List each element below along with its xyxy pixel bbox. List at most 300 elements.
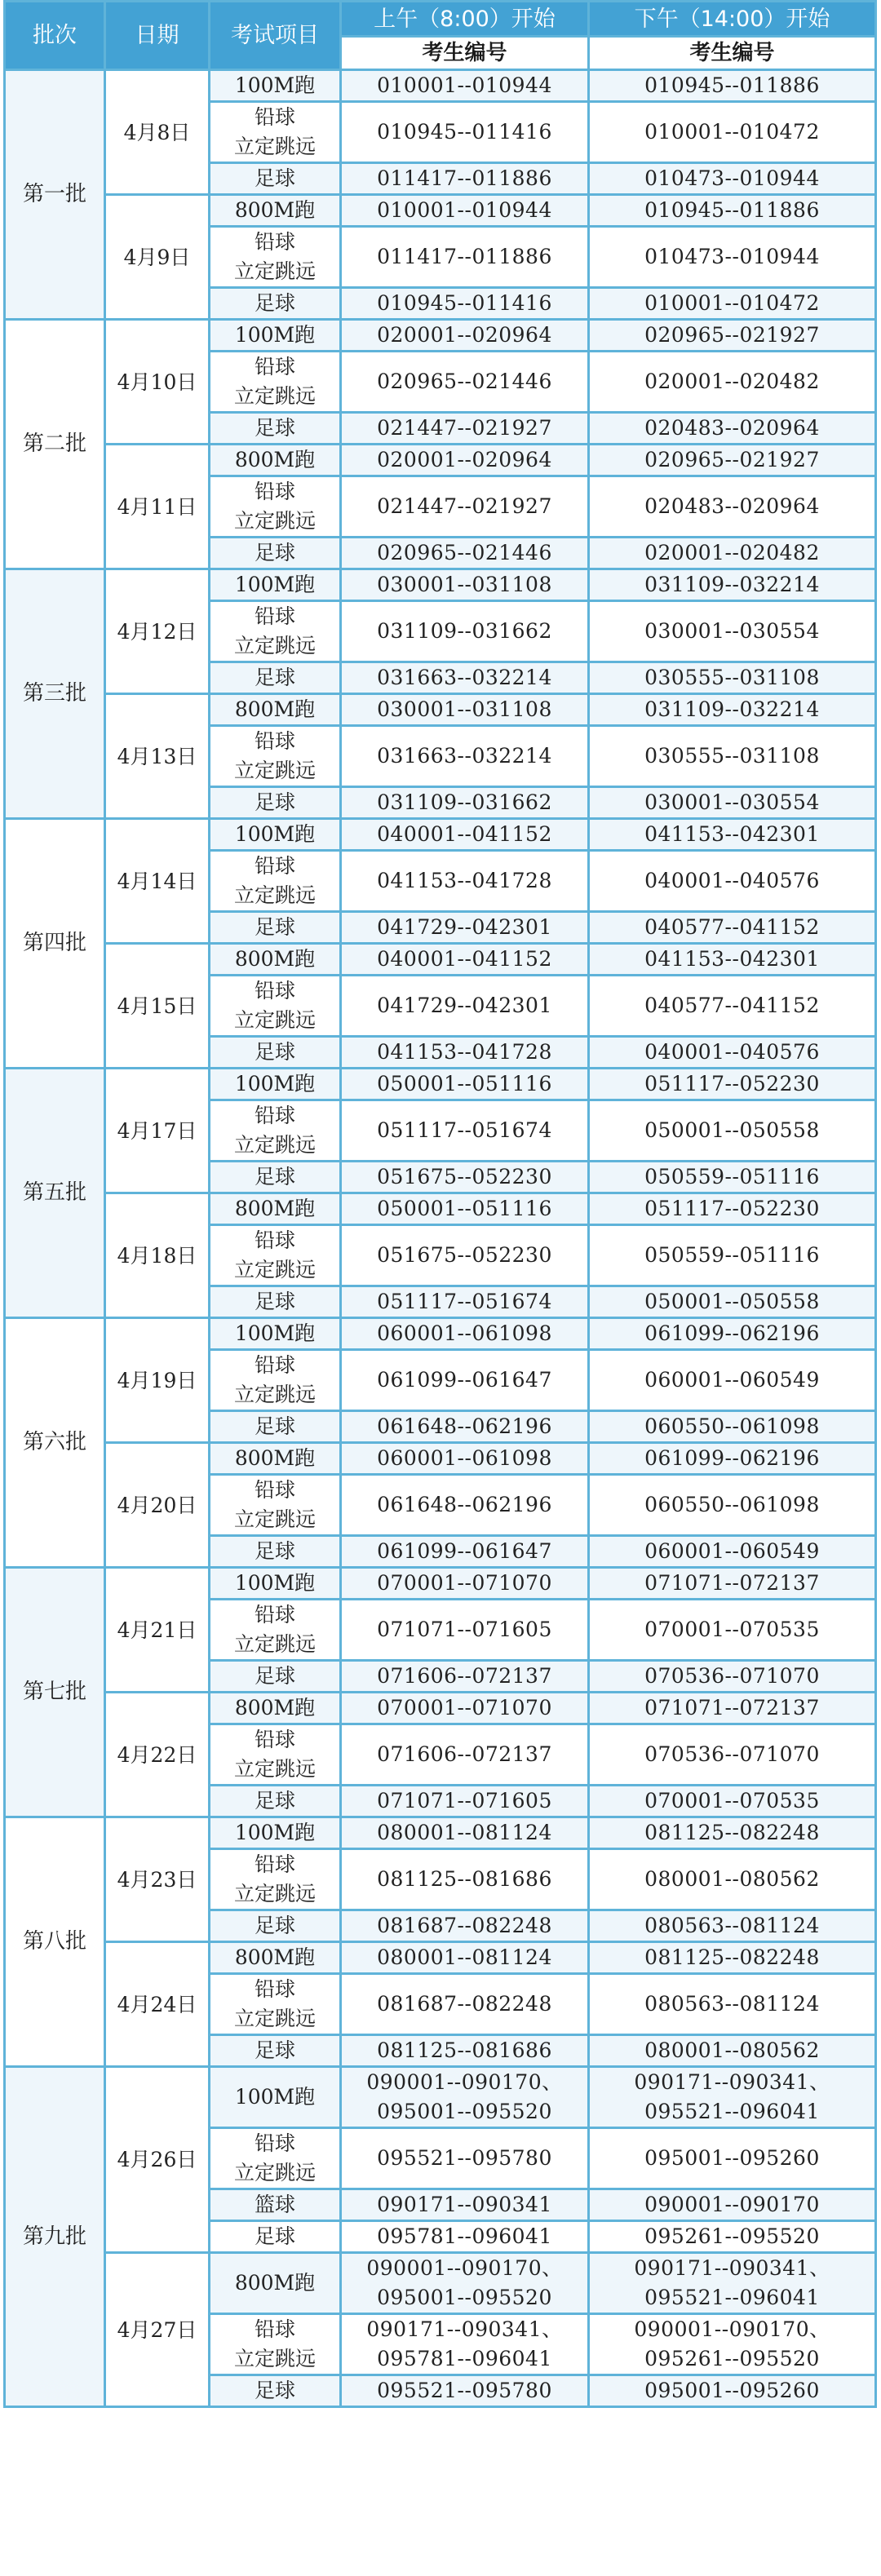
event-cell (210, 320, 341, 352)
event-line: 铅球 (254, 1104, 295, 1127)
code-line: 060001--061098 (377, 1321, 552, 1345)
morning-code-cell (341, 2314, 589, 2375)
afternoon-code-cell (589, 1193, 876, 1225)
event-line: 立定跳远 (233, 1507, 316, 1531)
event-cell (210, 819, 341, 851)
afternoon-code-cell (589, 288, 876, 320)
code-line: 071071--071605 (377, 1618, 552, 1641)
schedule-container (3, 0, 878, 2408)
header-date: 日期 (105, 2, 210, 70)
event-cell (210, 944, 341, 976)
event-cell (210, 1693, 341, 1724)
code-line: 051117--051674 (377, 1290, 552, 1313)
morning-code-cell (341, 1724, 589, 1786)
code-line: 030001--030554 (644, 619, 820, 643)
table-row (5, 445, 876, 476)
event-line: 足球 (254, 915, 295, 939)
table-row (5, 1443, 876, 1475)
code-line: 010945--011416 (377, 120, 552, 144)
code-line: 071071--072137 (644, 1571, 820, 1595)
event-cell (210, 2067, 341, 2128)
event-line: 铅球 (254, 854, 295, 878)
code-line: 095781--096041 (377, 2224, 552, 2248)
code-line: 030001--031108 (377, 573, 552, 596)
code-line: 051117--052230 (644, 1197, 820, 1220)
event-cell (210, 2375, 341, 2407)
afternoon-code-cell (589, 1600, 876, 1661)
table-row (5, 819, 876, 851)
code-line: 031109--032214 (644, 697, 820, 721)
event-line: 足球 (254, 166, 295, 190)
afternoon-code-cell (589, 662, 876, 694)
code-line: 040001--041152 (377, 947, 552, 971)
code-line: 080563--081124 (644, 1914, 820, 1937)
code-line: 060001--060549 (644, 1539, 820, 1563)
code-line: 040001--040576 (644, 1040, 820, 1064)
code-line: 020965--021927 (644, 448, 820, 471)
header-afternoon-code: 考生编号 (589, 37, 876, 70)
header-batch: 批次 (5, 2, 105, 70)
code-line: 080001--080562 (644, 2038, 820, 2062)
event-line: 足球 (254, 1040, 295, 1064)
code-line: 081125--081686 (377, 2038, 552, 2062)
morning-code-cell (341, 1162, 589, 1193)
event-cell (210, 1974, 341, 2035)
event-line: 800M跑 (234, 1446, 316, 1470)
morning-code-cell (341, 1693, 589, 1724)
code-line: 040001--040576 (644, 869, 820, 892)
morning-code-cell (341, 1475, 589, 1536)
afternoon-code-cell (589, 195, 876, 227)
afternoon-code-cell (589, 1037, 876, 1069)
header-row (5, 2, 876, 37)
event-line: 立定跳远 (233, 2007, 316, 2030)
event-line: 立定跳远 (233, 384, 316, 408)
morning-code-cell (341, 1286, 589, 1318)
table-row (5, 944, 876, 976)
event-cell (210, 102, 341, 163)
morning-code-cell (341, 1100, 589, 1162)
code-line: 095001--095520 (377, 2100, 552, 2123)
event-cell (210, 1475, 341, 1536)
code-line: 040577--041152 (644, 994, 820, 1017)
event-cell (210, 538, 341, 569)
code-line: 090171--090341、 (634, 2256, 830, 2280)
batch-cell: 第九批 (5, 2067, 105, 2407)
afternoon-code-cell (589, 1162, 876, 1193)
code-line: 020965--021927 (644, 323, 820, 347)
code-line: 050559--051116 (644, 1165, 820, 1188)
afternoon-code-cell (589, 2375, 876, 2407)
afternoon-code-cell (589, 2067, 876, 2128)
event-cell (210, 1100, 341, 1162)
code-line: 090171--090341、 (366, 2317, 563, 2341)
event-cell (210, 1942, 341, 1974)
afternoon-code-cell (589, 1350, 876, 1411)
code-line: 010473--010944 (644, 245, 820, 268)
code-line: 041153--042301 (644, 822, 820, 846)
code-line: 095781--096041 (377, 2347, 552, 2370)
code-line: 061099--062196 (644, 1446, 820, 1470)
event-line: 铅球 (254, 729, 295, 753)
morning-code-cell (341, 1974, 589, 2035)
code-line: 010001--010944 (377, 198, 552, 222)
afternoon-code-cell (589, 1693, 876, 1724)
event-line: 足球 (254, 2224, 295, 2248)
event-line: 立定跳远 (233, 1757, 316, 1781)
event-line: 800M跑 (234, 198, 316, 222)
code-line: 041153--041728 (377, 1040, 552, 1064)
morning-code-cell (341, 944, 589, 976)
date-cell: 4月17日 (105, 1069, 210, 1193)
batch-cell: 第七批 (5, 1568, 105, 1817)
code-line: 020001--020482 (644, 370, 820, 393)
event-cell (210, 569, 341, 601)
morning-code-cell (341, 819, 589, 851)
event-line: 铅球 (254, 2131, 295, 2155)
event-cell (210, 1318, 341, 1350)
table-row (5, 1817, 876, 1849)
afternoon-code-cell (589, 2314, 876, 2375)
date-cell: 4月15日 (105, 944, 210, 1069)
event-line: 铅球 (254, 604, 295, 628)
morning-code-cell (341, 2221, 589, 2253)
event-cell (210, 1037, 341, 1069)
afternoon-code-cell (589, 1942, 876, 1974)
event-line: 足球 (254, 2038, 295, 2062)
morning-code-cell (341, 476, 589, 538)
afternoon-code-cell (589, 102, 876, 163)
table-row (5, 1193, 876, 1225)
event-line: 100M跑 (234, 822, 316, 846)
code-line: 095521--095780 (377, 2146, 552, 2170)
morning-code-cell (341, 2253, 589, 2314)
event-line: 100M跑 (234, 2085, 316, 2109)
morning-code-cell (341, 2375, 589, 2407)
event-cell (210, 1286, 341, 1318)
event-cell (210, 601, 341, 662)
event-line: 立定跳远 (233, 1383, 316, 1406)
event-cell (210, 662, 341, 694)
afternoon-code-cell (589, 1225, 876, 1286)
event-cell (210, 1162, 341, 1193)
date-cell: 4月23日 (105, 1817, 210, 1942)
table-row (5, 1942, 876, 1974)
event-cell (210, 2128, 341, 2189)
morning-code-cell (341, 1661, 589, 1693)
event-line: 立定跳远 (233, 634, 316, 657)
code-line: 041729--042301 (377, 915, 552, 939)
code-line: 050001--050558 (644, 1118, 820, 1142)
code-line: 050001--050558 (644, 1290, 820, 1313)
afternoon-code-cell (589, 944, 876, 976)
code-line: 010945--011886 (644, 73, 820, 97)
morning-code-cell (341, 1350, 589, 1411)
morning-code-cell (341, 976, 589, 1037)
table-row (5, 1568, 876, 1600)
date-cell: 4月12日 (105, 569, 210, 694)
event-cell (210, 476, 341, 538)
event-cell (210, 2314, 341, 2375)
event-cell (210, 2189, 341, 2221)
code-line: 030555--031108 (644, 666, 820, 689)
code-line: 021447--021927 (377, 494, 552, 518)
code-line: 020965--021446 (377, 370, 552, 393)
event-line: 铅球 (254, 1353, 295, 1377)
code-line: 090001--090170、 (634, 2317, 830, 2341)
code-line: 020001--020482 (644, 541, 820, 564)
code-line: 095521--095780 (377, 2379, 552, 2402)
afternoon-code-cell (589, 1849, 876, 1910)
code-line: 031109--031662 (377, 619, 552, 643)
event-cell (210, 694, 341, 726)
morning-code-cell (341, 1318, 589, 1350)
afternoon-code-cell (589, 601, 876, 662)
code-line: 011417--011886 (377, 166, 552, 190)
date-cell: 4月27日 (105, 2253, 210, 2407)
afternoon-code-cell (589, 787, 876, 819)
morning-code-cell (341, 195, 589, 227)
afternoon-code-cell (589, 413, 876, 445)
event-cell (210, 1786, 341, 1817)
afternoon-code-cell (589, 912, 876, 944)
event-line: 100M跑 (234, 73, 316, 97)
code-line: 051675--052230 (377, 1243, 552, 1267)
code-line: 010001--010944 (377, 73, 552, 97)
afternoon-code-cell (589, 2253, 876, 2314)
event-line: 立定跳远 (233, 1632, 316, 1656)
event-line: 铅球 (254, 105, 295, 129)
afternoon-code-cell (589, 163, 876, 195)
event-line: 800M跑 (234, 2271, 316, 2295)
table-row (5, 1693, 876, 1724)
code-line: 070001--070535 (644, 1618, 820, 1641)
code-line: 095521--096041 (644, 2100, 820, 2123)
afternoon-code-cell (589, 2221, 876, 2253)
event-cell (210, 163, 341, 195)
code-line: 010001--010472 (644, 120, 820, 144)
afternoon-code-cell (589, 1661, 876, 1693)
code-line: 061099--062196 (644, 1321, 820, 1345)
event-cell (210, 1536, 341, 1568)
code-line: 010001--010472 (644, 291, 820, 315)
afternoon-code-cell (589, 538, 876, 569)
afternoon-code-cell (589, 1568, 876, 1600)
code-line: 095001--095520 (377, 2286, 552, 2309)
code-line: 070536--071070 (644, 1742, 820, 1766)
morning-code-cell (341, 569, 589, 601)
date-cell: 4月24日 (105, 1942, 210, 2067)
table-body (5, 70, 876, 2407)
morning-code-cell (341, 1786, 589, 1817)
batch-cell: 第六批 (5, 1318, 105, 1568)
batch-cell: 第四批 (5, 819, 105, 1069)
event-line: 足球 (254, 1414, 295, 1438)
event-line: 足球 (254, 1539, 295, 1563)
event-line: 100M跑 (234, 573, 316, 596)
event-line: 铅球 (254, 1728, 295, 1751)
afternoon-code-cell (589, 976, 876, 1037)
afternoon-code-cell (589, 1910, 876, 1942)
event-line: 立定跳远 (233, 1008, 316, 1032)
event-cell (210, 1724, 341, 1786)
event-cell (210, 1910, 341, 1942)
afternoon-code-cell (589, 227, 876, 288)
afternoon-code-cell (589, 1974, 876, 2035)
code-line: 020965--021446 (377, 541, 552, 564)
header-event: 考试项目 (210, 2, 341, 70)
afternoon-code-cell (589, 476, 876, 538)
code-line: 031109--032214 (644, 573, 820, 596)
morning-code-cell (341, 726, 589, 787)
event-cell (210, 1225, 341, 1286)
code-line: 090001--090170、 (366, 2070, 563, 2094)
event-cell (210, 2221, 341, 2253)
code-line: 051675--052230 (377, 1165, 552, 1188)
event-line: 800M跑 (234, 1197, 316, 1220)
code-line: 061099--061647 (377, 1539, 552, 1563)
morning-code-cell (341, 694, 589, 726)
batch-cell: 第八批 (5, 1817, 105, 2067)
code-line: 081125--082248 (644, 1821, 820, 1844)
morning-code-cell (341, 227, 589, 288)
afternoon-code-cell (589, 1411, 876, 1443)
code-line: 061648--062196 (377, 1493, 552, 1516)
event-line: 立定跳远 (233, 1133, 316, 1157)
code-line: 080001--081124 (377, 1945, 552, 1969)
header-afternoon: 下午（14:00）开始 (589, 2, 876, 37)
morning-code-cell (341, 2035, 589, 2067)
afternoon-code-cell (589, 819, 876, 851)
code-line: 060001--061098 (377, 1446, 552, 1470)
code-line: 070001--070535 (644, 1789, 820, 1812)
event-line: 铅球 (254, 1852, 295, 1876)
code-line: 061099--061647 (377, 1368, 552, 1392)
event-line: 足球 (254, 1664, 295, 1688)
code-line: 071071--072137 (644, 1696, 820, 1720)
morning-code-cell (341, 912, 589, 944)
code-line: 020001--020964 (377, 448, 552, 471)
morning-code-cell (341, 1069, 589, 1100)
morning-code-cell (341, 2189, 589, 2221)
event-cell (210, 445, 341, 476)
code-line: 071606--072137 (377, 1664, 552, 1688)
afternoon-code-cell (589, 2128, 876, 2189)
event-line: 立定跳远 (233, 259, 316, 283)
morning-code-cell (341, 1849, 589, 1910)
event-line: 立定跳远 (233, 509, 316, 533)
event-line: 100M跑 (234, 1321, 316, 1345)
morning-code-cell (341, 352, 589, 413)
code-line: 095261--095520 (644, 2224, 820, 2248)
table-row (5, 320, 876, 352)
event-line: 铅球 (254, 1603, 295, 1627)
event-line: 800M跑 (234, 1696, 316, 1720)
table-row (5, 1069, 876, 1100)
code-line: 095521--096041 (644, 2286, 820, 2309)
event-line: 铅球 (254, 1478, 295, 1502)
afternoon-code-cell (589, 569, 876, 601)
afternoon-code-cell (589, 2189, 876, 2221)
event-cell (210, 1069, 341, 1100)
table-header (5, 2, 876, 70)
batch-cell: 第一批 (5, 70, 105, 320)
batch-cell: 第五批 (5, 1069, 105, 1318)
afternoon-code-cell (589, 1069, 876, 1100)
event-line: 立定跳远 (233, 135, 316, 158)
table-row (5, 2253, 876, 2314)
event-line: 100M跑 (234, 1821, 316, 1844)
event-line: 800M跑 (234, 697, 316, 721)
event-cell (210, 288, 341, 320)
code-line: 030001--031108 (377, 697, 552, 721)
event-cell (210, 1411, 341, 1443)
table-row (5, 569, 876, 601)
code-line: 090001--090170 (644, 2193, 820, 2216)
event-line: 立定跳远 (233, 2161, 316, 2184)
date-cell: 4月8日 (105, 70, 210, 195)
event-line: 800M跑 (234, 947, 316, 971)
morning-code-cell (341, 1225, 589, 1286)
date-cell: 4月10日 (105, 320, 210, 445)
code-line: 040577--041152 (644, 915, 820, 939)
event-cell (210, 1350, 341, 1411)
code-line: 081125--081686 (377, 1867, 552, 1891)
morning-code-cell (341, 601, 589, 662)
code-line: 020483--020964 (644, 416, 820, 440)
afternoon-code-cell (589, 2035, 876, 2067)
morning-code-cell (341, 2128, 589, 2189)
event-line: 铅球 (254, 1977, 295, 2001)
event-line: 立定跳远 (233, 759, 316, 782)
event-line: 800M跑 (234, 1945, 316, 1969)
morning-code-cell (341, 320, 589, 352)
morning-code-cell (341, 1037, 589, 1069)
afternoon-code-cell (589, 445, 876, 476)
date-cell: 4月18日 (105, 1193, 210, 1318)
code-line: 070001--071070 (377, 1571, 552, 1595)
code-line: 031109--031662 (377, 790, 552, 814)
afternoon-code-cell (589, 1536, 876, 1568)
table-row (5, 1318, 876, 1350)
morning-code-cell (341, 413, 589, 445)
code-line: 051117--052230 (644, 1072, 820, 1095)
event-line: 足球 (254, 1914, 295, 1937)
morning-code-cell (341, 851, 589, 912)
event-cell (210, 976, 341, 1037)
morning-code-cell (341, 538, 589, 569)
morning-code-cell (341, 1568, 589, 1600)
morning-code-cell (341, 1536, 589, 1568)
code-line: 095261--095520 (644, 2347, 820, 2370)
afternoon-code-cell (589, 1318, 876, 1350)
code-line: 021447--021927 (377, 416, 552, 440)
event-cell (210, 1193, 341, 1225)
code-line: 020001--020964 (377, 323, 552, 347)
code-line: 051117--051674 (377, 1118, 552, 1142)
afternoon-code-cell (589, 1786, 876, 1817)
afternoon-code-cell (589, 1286, 876, 1318)
code-line: 011417--011886 (377, 245, 552, 268)
afternoon-code-cell (589, 851, 876, 912)
event-line: 立定跳远 (233, 2347, 316, 2370)
code-line: 050001--051116 (377, 1072, 552, 1095)
event-cell (210, 1849, 341, 1910)
code-line: 041729--042301 (377, 994, 552, 1017)
code-line: 010473--010944 (644, 166, 820, 190)
exam-schedule-table (3, 0, 877, 2408)
event-line: 100M跑 (234, 1072, 316, 1095)
